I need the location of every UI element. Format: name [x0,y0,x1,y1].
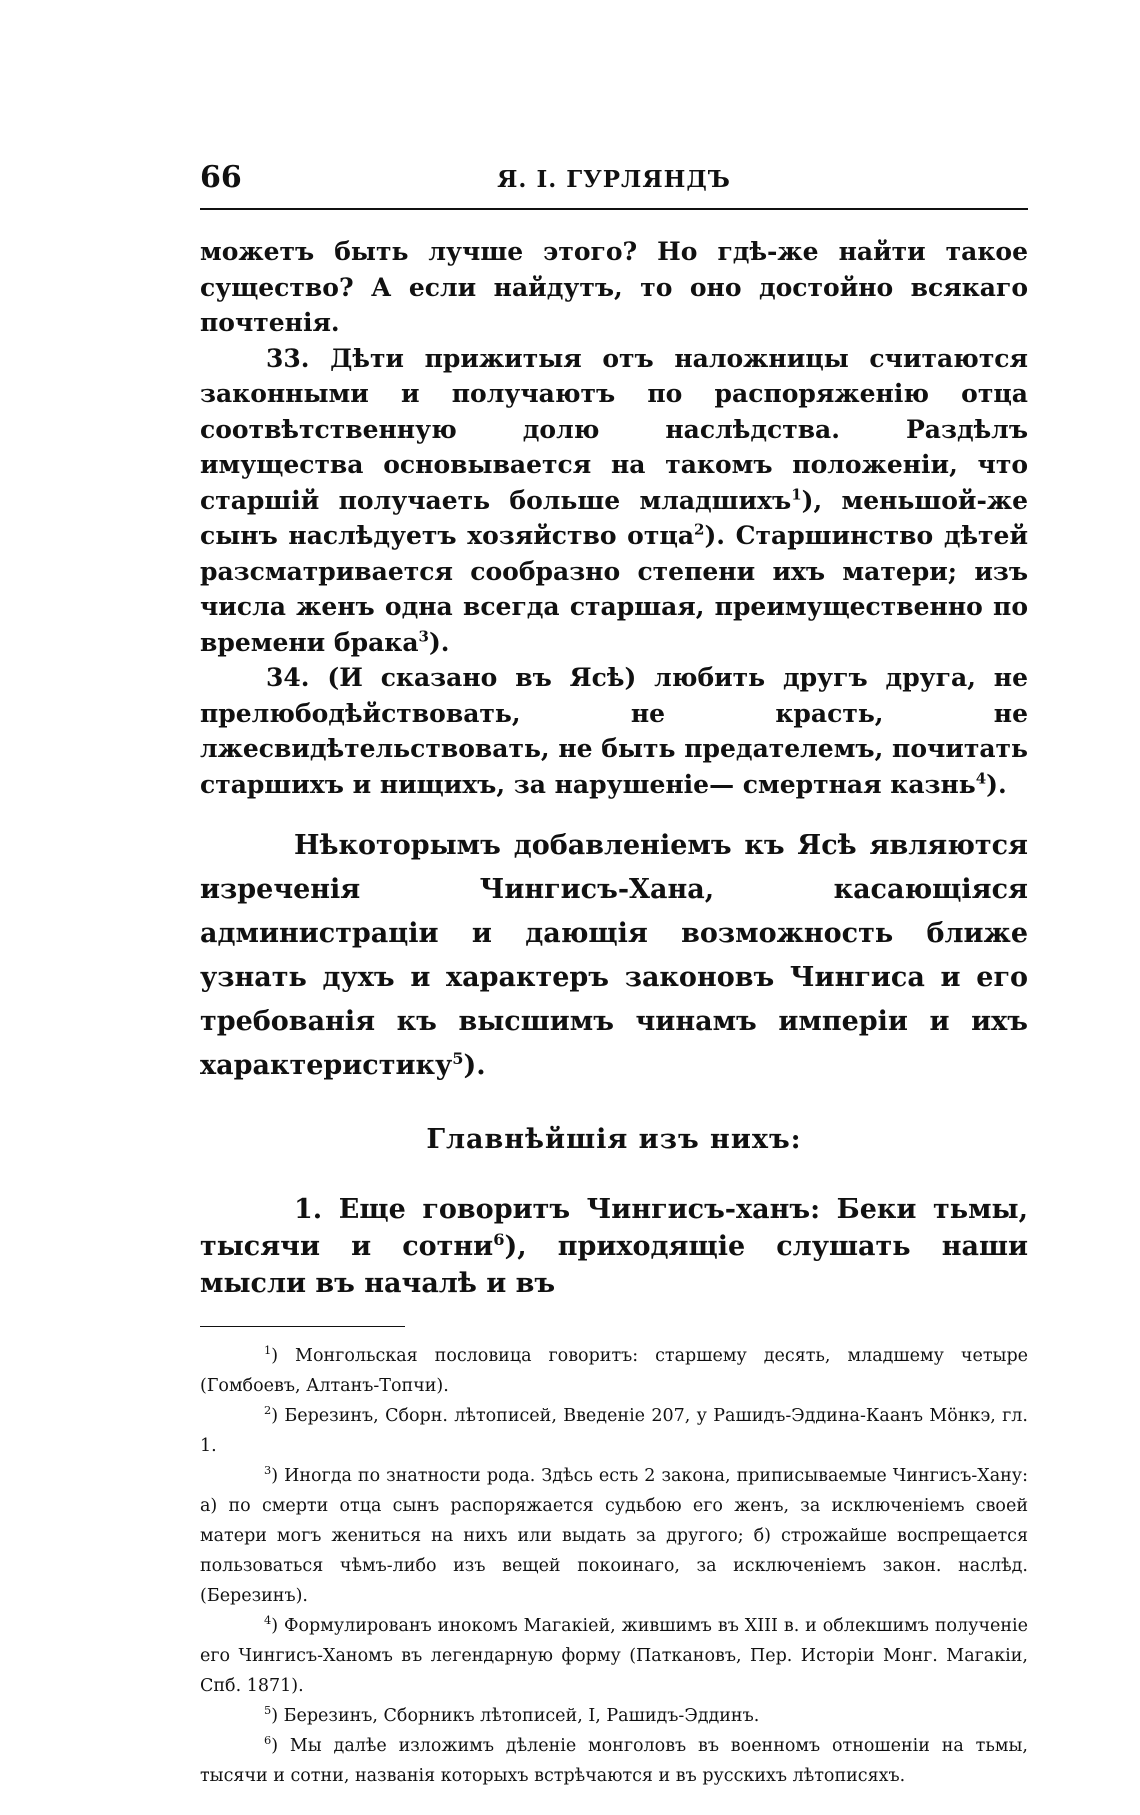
footnote-4 [200,1611,1028,1701]
section-subheading: Главнѣйшія изъ нихъ: [426,1124,802,1155]
paragraph-34-text-a: 34. (И сказано въ Ясѣ) любить другъ друга, не прелюбодѣйствовать, не красть, не лжесвидѣтельствовать, не быть предателемъ, почитать старшихъ и нищихъ, за нарушеніе— смертная казнь [200,663,1028,799]
paragraph-additions [200,824,1028,1088]
paragraph-additions-text-a: Нѣкоторымъ добавленіемъ къ Ясѣ являются изреченія Чингисъ-Хана, касающіяся администраціи и дающія возможность ближе узнать духъ и характеръ законовъ Чингиса и его требованія къ высшимъ чинамъ имперіи и ихъ характеристику [200,830,1028,1081]
footnote-mark: 6 [264,1733,272,1748]
footnote-text: ) Березинъ, Сборникъ лѣтописей, I, Рашидъ-Эддинъ. [271,1706,760,1726]
paragraph-33-text-d: ). [428,627,450,657]
footnote-ref-5: 5 [452,1049,464,1068]
footnote-text: ) Иногда по знатности рода. Здѣсь есть 2 закона, приписываемые Чингисъ-Хану: а) по смерти отца сынъ распоряжается судьбою его женъ, за исключеніемъ своей матери могъ жениться на нихъ или выдать за другого; б) строжайше воспрещается пользоваться чѣмъ-либо изъ вещей покоинаго, за исключеніемъ закон. наслѣд. (Березинъ). [200,1466,1028,1606]
paragraph-34 [200,660,1028,802]
paragraph-continuation: можетъ быть лучше этого? Но гдѣ-же найти такое существо? А если найдутъ, то оно достойно всякаго почтенія. [200,237,1028,337]
footnote-text: ) Монгольская пословица говоритъ: старшему десять, младшему четыре (Гомбоевъ, Алтанъ-Топчи). [200,1346,1028,1396]
footnote-mark: 2 [264,1403,272,1418]
footnote-ref-4: 4 [975,769,987,788]
footnote-2 [200,1401,1028,1461]
footnote-text: ) Березинъ, Сборн. лѣтописей, Введеніе 207, у Рашидъ-Эддина-Каанъ Мöнкэ, гл. 1. [200,1406,1028,1456]
footnote-1 [200,1341,1028,1401]
page-number: 66 [200,160,242,195]
footnote-ref-6: 6 [493,1230,505,1249]
page-header [200,160,1028,210]
footnote-mark: 5 [264,1703,272,1718]
paragraph-33-text-c: ). Старшинство дѣтей разсматривается сообразно степени ихъ матери; изъ числа женъ одна всегда старшая, преимущественно по времени брака [200,521,1029,657]
footnote-text: ) Мы далѣе изложимъ дѣленіе монголовъ въ военномъ отношеніи на тьмы, тысячи и сотни, названія которыхъ встрѣчаются и въ русскихъ лѣтописяхъ. [200,1736,1028,1786]
paragraph-33-text-a: 33. Дѣти прижитыя отъ наложницы считаются законными и получаютъ по распоряженію отца соотвѣтственную долю наслѣдства. Раздѣлъ имущества основывается на такомъ положеніи, что старшій получаеть больше младшихъ [200,343,1028,515]
footnote-mark: 4 [264,1613,272,1628]
footnote-6 [200,1731,1028,1791]
book-page [200,160,1028,1791]
footnote-text: ) Формулированъ инокомъ Магакіей, жившимъ въ XIII в. и облекшимъ полученіе его Чингисъ-Ханомъ въ легендарную форму (Паткановъ, Пер. Исторіи Монг. Магакіи, Спб. 1871). [200,1616,1028,1696]
paragraph-33-text-b: ), меньшой-же сынъ наслѣдуетъ хозяйство отца [200,485,1028,550]
main-text [200,234,1028,802]
paragraph-33 [200,341,1028,661]
paragraph-additions-text-b: ). [463,1050,486,1081]
paragraph-item-1 [200,1191,1028,1302]
footnote-5 [200,1701,1028,1731]
footnotes [200,1341,1028,1791]
paragraph-item-1-text-a: 1. Еще говоритъ Чингисъ-ханъ: Беки тьмы, тысячи и сотни [200,1194,1028,1262]
paragraph-item-1-text-b: ), приходящіе слушать наши мысли въ началѣ и въ [200,1231,1028,1299]
paragraph-34-text-b: ). [986,769,1007,799]
footnote-3 [200,1461,1028,1611]
footnote-mark: 1 [264,1343,272,1358]
running-head: Я. І. ГУРЛЯНДЪ [497,166,731,193]
footnote-ref-2: 2 [694,520,705,539]
footnote-ref-3: 3 [418,627,429,646]
footnote-mark: 3 [264,1463,272,1478]
footnote-divider [200,1326,405,1327]
footnote-ref-1: 1 [791,485,802,504]
